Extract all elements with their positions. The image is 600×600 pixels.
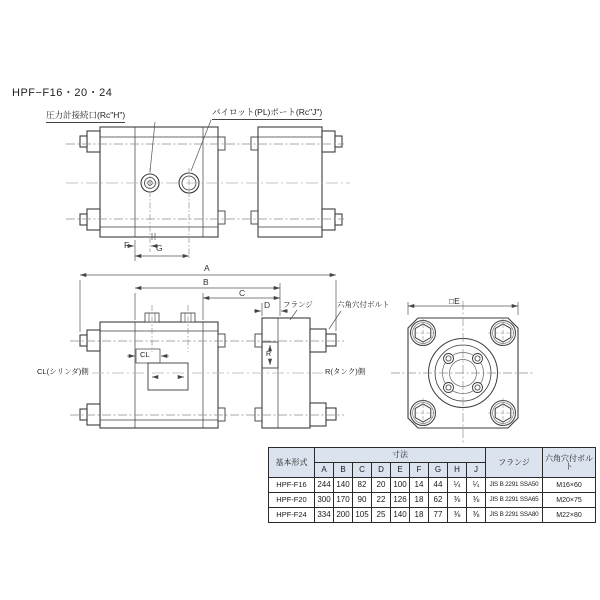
cell-bolt: M22×80 [543, 508, 596, 523]
cell-G: 77 [429, 508, 448, 523]
cell-H: ⅜ [448, 508, 467, 523]
cell-B: 200 [334, 508, 353, 523]
cell-flange: JIS B 2291 SSA50 [486, 478, 543, 493]
col-E: E [391, 463, 410, 478]
dim-a-label: A [204, 263, 210, 273]
cell-A: 334 [315, 508, 334, 523]
cell-A: 300 [315, 493, 334, 508]
cell-C: 105 [353, 508, 372, 523]
page-title: HPF−F16・20・24 [12, 87, 113, 99]
cylinder-side-label: CL(シリンダ)側 [37, 367, 89, 376]
col-A: A [315, 463, 334, 478]
cell-B: 140 [334, 478, 353, 493]
cell-model: HPF-F20 [269, 493, 315, 508]
dimension-table [268, 447, 596, 523]
col-F: F [410, 463, 429, 478]
hex-bolt-callout: 六角穴付ボルト [337, 300, 390, 309]
cell-G: 62 [429, 493, 448, 508]
cell-bolt: M16×60 [543, 478, 596, 493]
cell-H: ⅜ [448, 493, 467, 508]
top-view [80, 127, 342, 237]
cell-H: ¼ [448, 478, 467, 493]
dim-g-label: G [156, 243, 163, 253]
dim-b-label: B [203, 277, 209, 287]
table-row [269, 493, 596, 508]
dim-r-label: R [266, 351, 272, 358]
dim-cl-label: CL [140, 350, 150, 359]
cell-J: ⅜ [467, 493, 486, 508]
cell-E: 140 [391, 508, 410, 523]
cell-bolt: M20×75 [543, 493, 596, 508]
cell-E: 126 [391, 493, 410, 508]
cell-F: 14 [410, 478, 429, 493]
dim-f-label: F [124, 240, 130, 250]
header-bolt: 六角穴付ボルト [543, 448, 596, 478]
header-dims: 寸法 [315, 448, 486, 463]
col-C: C [353, 463, 372, 478]
cell-G: 44 [429, 478, 448, 493]
cell-J: ¼ [467, 478, 486, 493]
header-model: 基本形式 [269, 448, 315, 478]
col-D: D [372, 463, 391, 478]
cell-flange: JIS B 2291 SSA80 [486, 508, 543, 523]
gauge-port-label: 圧力計接続口(Rc"H") [46, 109, 125, 123]
cell-D: 25 [372, 508, 391, 523]
col-G: G [429, 463, 448, 478]
cell-D: 22 [372, 493, 391, 508]
tank-side-label: R(タンク)側 [325, 367, 366, 376]
table-header-row [269, 448, 596, 463]
side-view [80, 313, 336, 428]
col-B: B [334, 463, 353, 478]
col-J: J [467, 463, 486, 478]
header-flange: フランジ [486, 448, 543, 478]
dim-square-e-label: □E [449, 296, 460, 306]
cell-flange: JIS B 2291 SSA65 [486, 493, 543, 508]
table-row [269, 508, 596, 523]
cell-A: 244 [315, 478, 334, 493]
col-H: H [448, 463, 467, 478]
cell-F: 18 [410, 508, 429, 523]
dim-d-label: D [264, 300, 271, 310]
cell-C: 90 [353, 493, 372, 508]
cell-D: 20 [372, 478, 391, 493]
cell-B: 170 [334, 493, 353, 508]
cell-E: 100 [391, 478, 410, 493]
dim-c-label: C [239, 288, 246, 298]
cell-model: HPF-F16 [269, 478, 315, 493]
cell-F: 18 [410, 493, 429, 508]
table-row [269, 478, 596, 493]
pilot-port-label: パイロット(PL)ポート(Rc"J") [212, 106, 322, 120]
flange-callout: フランジ [283, 300, 313, 309]
cell-J: ⅜ [467, 508, 486, 523]
cell-model: HPF-F24 [269, 508, 315, 523]
cell-C: 82 [353, 478, 372, 493]
